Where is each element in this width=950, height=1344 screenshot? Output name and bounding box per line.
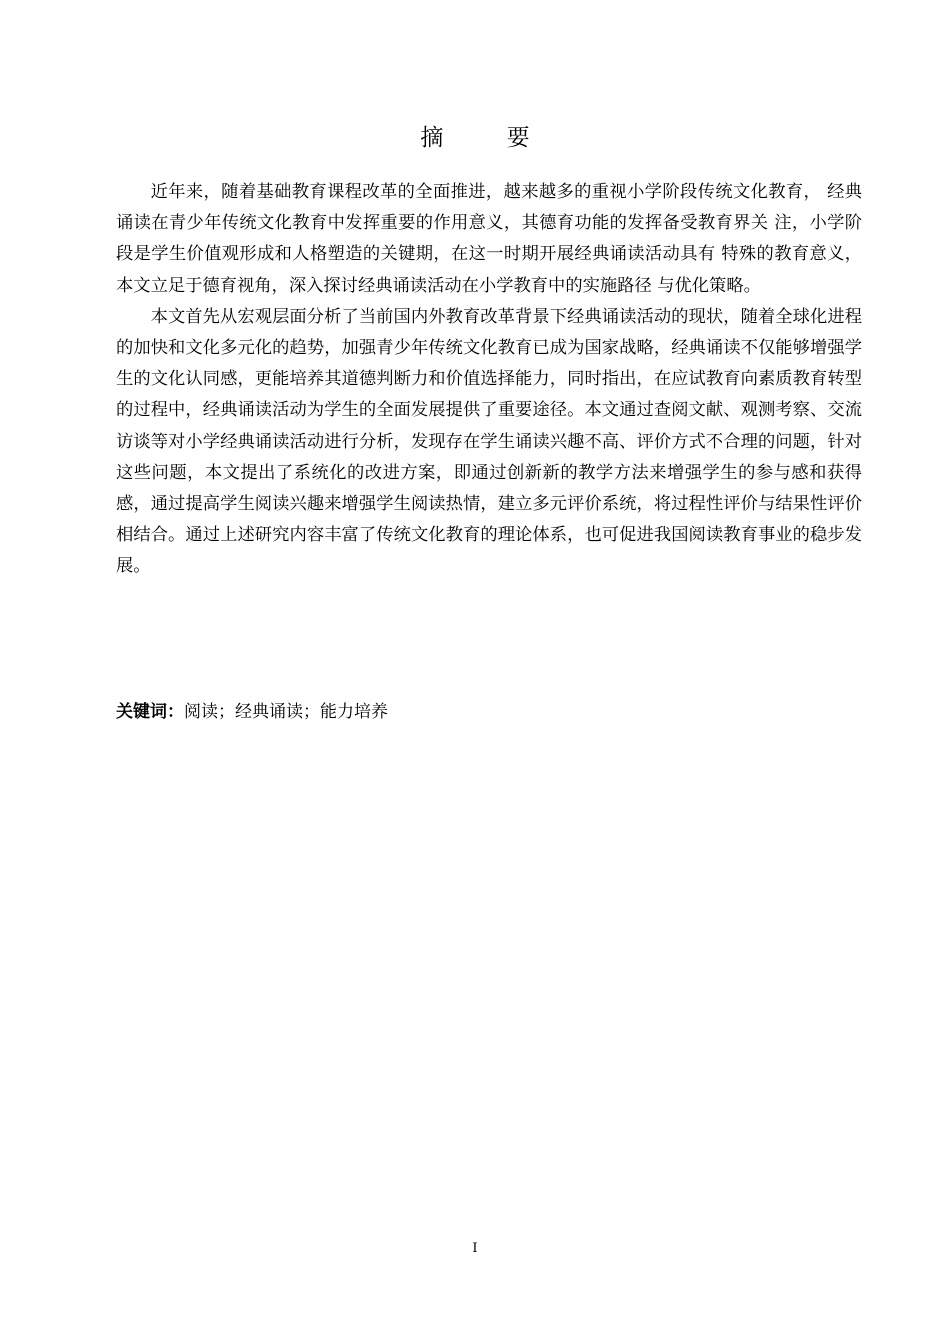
abstract-paragraph-1: 近年来，随着基础教育课程改革的全面推进，越来越多的重视小学阶段传统文化教育， 经典诵读在青少年传统文化教育中发挥重要的作用意义，其德育功能的发挥备受教育界关 注，小学阶段是学生价值观形成和人格塑造的关键期，在这一时期开展经典诵读活动具有 特殊的教育意义，本文立足于德育视角，深入探讨经典诵读活动在小学教育中的实施路径 与优化策略。 bbox=[116, 182, 862, 296]
abstract-body bbox=[116, 177, 862, 583]
keywords-label: 关键词： bbox=[116, 702, 184, 722]
abstract-paragraph-2: 本文首先从宏观层面分析了当前国内外教育改革背景下经典诵读活动的现状，随着全球化进程的加快和文化多元化的趋势，加强青少年传统文化教育已成为国家战略，经典诵读不仅能够增强学生的文化认同感，更能培养其道德判断力和价值选择能力，同时指出，在应试教育向素质教育转型的过程中，经典诵读活动为学生的全面发展提供了重要途径。本文通过查阅文献、观测考察、交流访谈等对小学经典诵读活动进行分析，发现存在学生诵读兴趣不高、评价方式不合理的问题，针对这些问题，本文提出了系统化的改进方案，即通过创新新的教学方法来增强学生的参与感和获得感，通过提高学生阅读兴趣来增强学生阅读热情，建立多元评价系统，将过程性评价与结果性评价相结合。通过上述研究内容丰富了传统文化教育的理论体系，也可促进我国阅读教育事业的稳步发展。 bbox=[116, 306, 862, 577]
keywords-line bbox=[116, 698, 862, 726]
keywords-value: 阅读；经典诵读；能力培养 bbox=[184, 702, 388, 722]
page-title: 摘 要 bbox=[420, 125, 558, 151]
page-number: I bbox=[472, 1241, 478, 1256]
